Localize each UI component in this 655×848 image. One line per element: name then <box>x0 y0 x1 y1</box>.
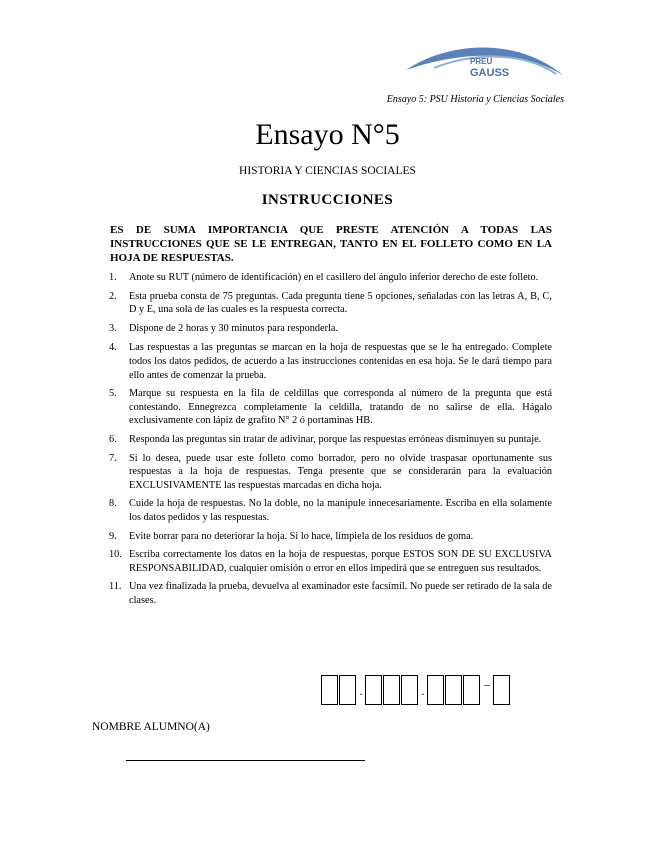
item-text: Escriba correctamente los datos en la hoja de respuestas, porque ESTOS SON DE SU EXCLUSIVA RESPONSABILIDAD, cualquier omisión o error en ellos impedirá que se entreguen sus resultados. <box>129 549 552 574</box>
item-text: Anote su RUT (número de identificación) en el casillero del ángulo inferior derecho de este folleto. <box>129 272 539 283</box>
list-item <box>109 548 552 575</box>
rut-digit-box[interactable] <box>445 675 462 705</box>
list-item <box>109 290 552 317</box>
rut-digit-box[interactable] <box>401 675 418 705</box>
rut-digit-box[interactable] <box>339 675 356 705</box>
item-text: Cuide la hoja de respuestas. No la doble, no la manipule innecesariamente. Escriba en ella solamente los datos pedidos y las respuestas. <box>129 498 552 523</box>
rut-digit-box[interactable] <box>463 675 480 705</box>
item-number: 11. <box>109 581 122 593</box>
item-text: Dispone de 2 horas y 30 minutos para responderla. <box>129 322 339 334</box>
preu-gauss-logo <box>404 34 566 84</box>
item-number: 4. <box>109 342 117 354</box>
document-title: Ensayo N°5 <box>255 118 400 151</box>
instructions-heading: INSTRUCCIONES <box>261 192 394 208</box>
student-name-line[interactable] <box>126 760 365 761</box>
document-subtitle: HISTORIA Y CIENCIAS SOCIALES <box>239 165 416 177</box>
student-name-label: NOMBRE ALUMNO(A) <box>92 721 210 733</box>
rut-check-digit-box[interactable] <box>493 675 510 705</box>
list-item <box>109 322 552 336</box>
item-text: Marque su respuesta en la fila de celdillas que corresponda al número de la pregunta que está contestando. Ennegrezca completamente la celdilla, tratando de no salirse de ella. Hágalo exclusivamente con lápiz de grafito N° 2 ó portaminas HB. <box>129 388 552 427</box>
item-text: Esta prueba consta de 75 preguntas. Cada pregunta tiene 5 opciones, señaladas con las letras A, B, C, D y E, una sola de las cuales es la respuesta correcta. <box>129 290 552 316</box>
header-reference: Ensayo 5: PSU Historia y Ciencias Sociales <box>386 94 564 105</box>
item-text: Una vez finalizada la prueba, devuelva al examinador este facsímil. No puede ser retirado de la sala de clases. <box>129 581 552 606</box>
list-item <box>109 387 552 428</box>
instructions-list <box>109 271 552 607</box>
list-item <box>109 452 552 493</box>
rut-separator-dash: – <box>484 677 490 691</box>
rut-entry-boxes <box>321 675 511 707</box>
list-item <box>109 497 552 524</box>
list-item <box>109 433 552 447</box>
item-text: Las respuestas a las preguntas se marcan en la hoja de respuestas que se le ha entregado. Complete todos los datos pedidos, de acuerdo a las instrucciones contenidas en esa hoja. Se le dará tiempo para ello antes de comenzar la prueba. <box>129 342 552 381</box>
item-number: 5. <box>109 388 117 400</box>
logo-text-gauss: GAUSS <box>470 67 510 79</box>
item-number: 3. <box>109 322 117 334</box>
item-number: 10. <box>109 549 122 561</box>
item-text: Responda las preguntas sin tratar de adivinar, porque las respuestas erróneas disminuyen su puntaje. <box>129 433 542 445</box>
rut-digit-box[interactable] <box>383 675 400 705</box>
item-text: Si lo desea, puede usar este folleto como borrador, pero no olvide traspasar oportunamente sus respuestas a la hoja de respuestas. Tenga presente que se considerarán para la evaluación EXCLUSIVAMENTE las respuestas marcadas en dicha hoja. <box>129 452 552 491</box>
list-item <box>109 341 552 382</box>
rut-digit-box[interactable] <box>365 675 382 705</box>
item-number: 7. <box>109 452 117 464</box>
item-number: 8. <box>109 498 117 510</box>
rut-separator-dot: . <box>421 684 425 698</box>
list-item <box>109 271 552 285</box>
list-item <box>109 580 552 607</box>
item-number: 9. <box>109 530 117 542</box>
list-item <box>109 530 552 544</box>
rut-digit-box[interactable] <box>321 675 338 705</box>
rut-separator-dot: . <box>359 684 363 698</box>
rut-digit-box[interactable] <box>427 675 444 705</box>
item-number: 1. <box>109 272 117 283</box>
item-text: Evite borrar para no deteriorar la hoja. Si lo hace, límpiela de los residuos de goma. <box>129 530 474 542</box>
logo-text-preu: PREU <box>470 57 493 66</box>
important-warning: ES DE SUMA IMPORTANCIA QUE PRESTE ATENCIÓN A TODAS LAS INSTRUCCIONES QUE SE LE ENTREGAN, TANTO EN EL FOLLETO COMO EN LA HOJA DE RESPUESTAS. <box>110 224 552 264</box>
item-number: 6. <box>109 433 117 445</box>
item-number: 2. <box>109 290 117 302</box>
